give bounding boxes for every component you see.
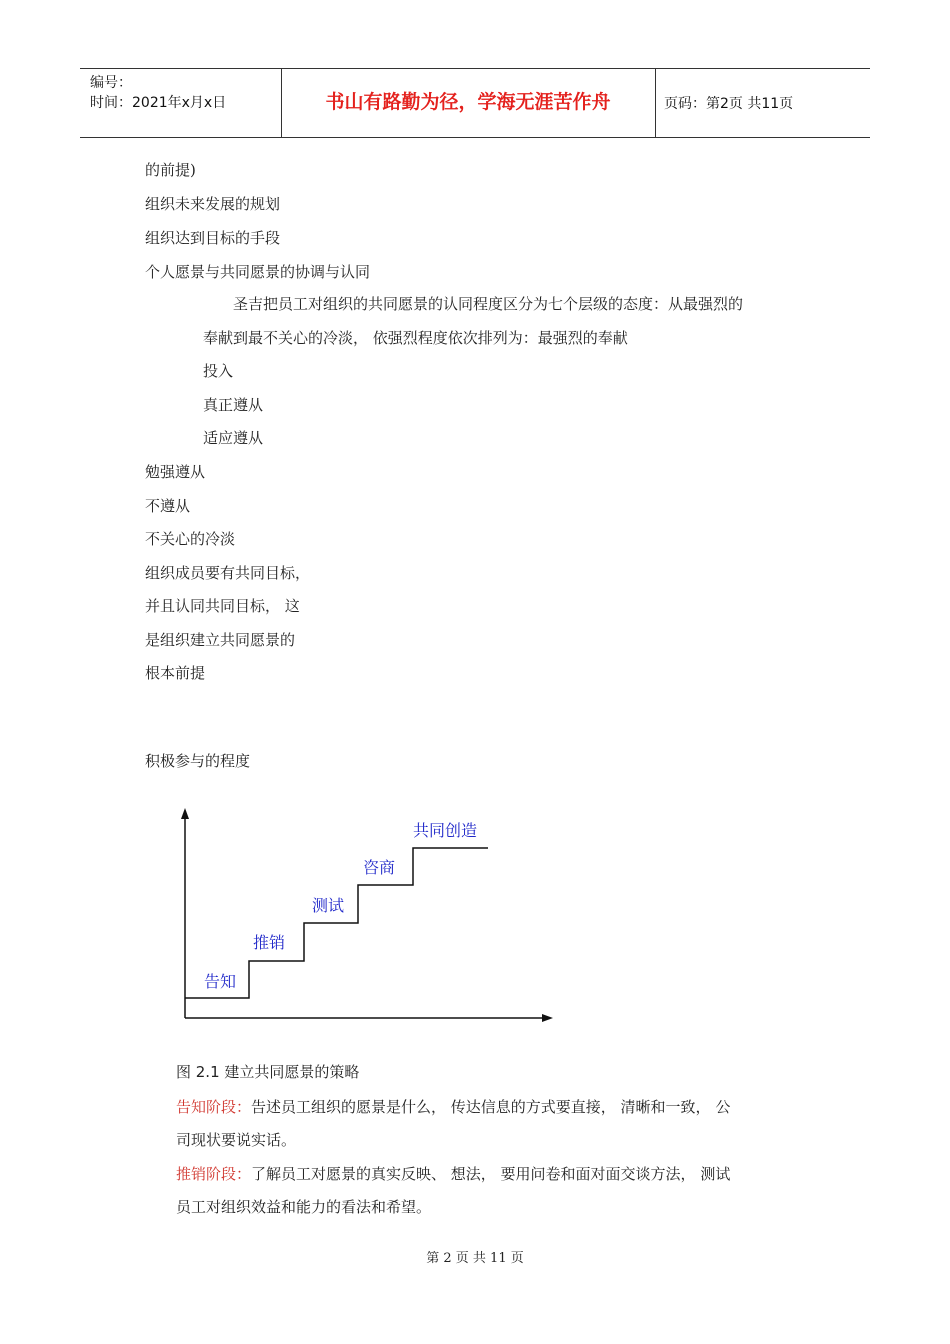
step-label-0: 告知 xyxy=(204,972,237,991)
body-line: 适应遵从 xyxy=(203,429,264,447)
step-label-1: 推销 xyxy=(253,933,286,952)
body-line: 圣吉把员工对组织的共同愿景的认同程度区分为七个层级的态度：从最强烈的 xyxy=(233,295,744,313)
body-line: 并且认同共同目标， 这 xyxy=(145,597,300,615)
body-line: 奉献到最不关心的冷淡， 依强烈程度依次排列为：最强烈的奉献 xyxy=(203,329,628,347)
axes xyxy=(181,808,553,1022)
y-axis-arrow xyxy=(181,808,189,819)
body-line: 不关心的冷淡 xyxy=(145,530,236,548)
body-line: 勉强遵从 xyxy=(145,463,206,481)
body-line: 积极参与的程度 xyxy=(145,752,251,770)
figure-caption: 图 2.1 建立共同愿景的策略 xyxy=(176,1063,360,1081)
body-line: 组织达到目标的手段 xyxy=(145,229,281,247)
step-labels xyxy=(204,821,477,991)
paragraph-line xyxy=(176,1097,730,1117)
body-line: 是组织建立共同愿景的 xyxy=(145,631,296,649)
step-label-2: 测试 xyxy=(312,896,345,915)
body-line: 根本前提 xyxy=(145,664,206,682)
x-axis-arrow xyxy=(542,1014,553,1022)
step-label-4: 共同创造 xyxy=(413,821,478,840)
header-motto: 书山有路勤为径，学海无涯苦作舟 xyxy=(325,91,611,113)
body-line: 真正遵从 xyxy=(203,396,264,414)
paragraph-term: 推销阶段： xyxy=(176,1165,252,1183)
paragraph-text: 告述员工组织的愿景是什么， 传达信息的方式要直接， 清晰和一致， 公 xyxy=(251,1098,731,1116)
paragraph-term: 告知阶段： xyxy=(176,1098,252,1116)
time-label: 时间：2021年x月x日 xyxy=(90,95,227,111)
header-page-label: 页码：第2页 共11页 xyxy=(664,96,794,112)
number-label: 编号： xyxy=(90,75,132,91)
body-line: 投入 xyxy=(203,362,234,380)
paragraph-line xyxy=(176,1164,730,1184)
body-line: 不遵从 xyxy=(145,497,191,515)
body-line: 个人愿景与共同愿景的协调与认同 xyxy=(145,263,371,281)
paragraph-text: 了解员工对愿景的真实反映、 想法， 要用问卷和面对面交谈方法， 测试 xyxy=(251,1165,731,1183)
body-line: 组织成员要有共同目标， xyxy=(145,564,311,582)
page-footer: 第 2 页 共 11 页 xyxy=(426,1251,524,1266)
body-line: 的前提) xyxy=(145,161,196,179)
body-line: 组织未来发展的规划 xyxy=(145,195,281,213)
paragraph-line: 司现状要说实话。 xyxy=(176,1131,297,1149)
step-label-3: 咨商 xyxy=(363,858,396,877)
paragraph-line: 员工对组织效益和能力的看法和希望。 xyxy=(176,1198,432,1216)
